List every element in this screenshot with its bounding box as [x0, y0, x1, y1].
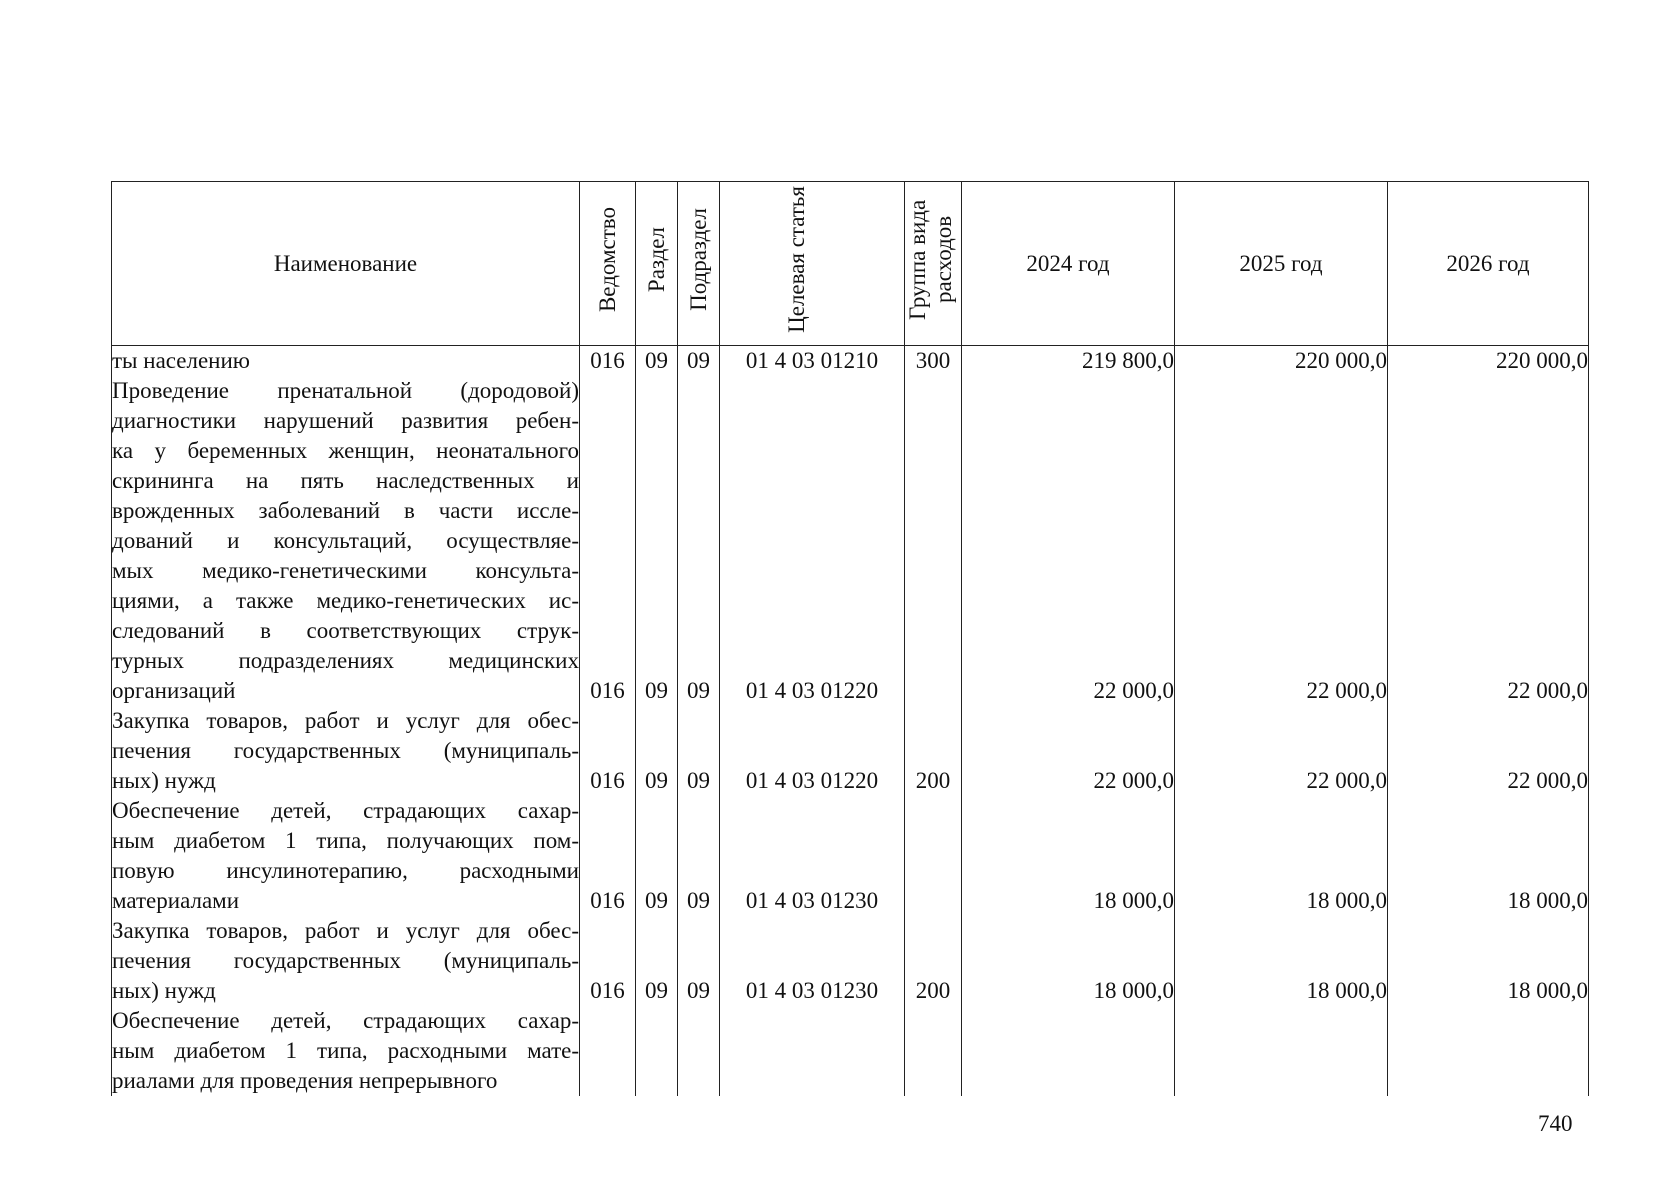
cell-section: 09 [636, 796, 678, 916]
name-line: ты населению [112, 348, 250, 373]
row-name [112, 796, 580, 916]
name-line: организаций [112, 678, 236, 703]
name-line: печения государственных (муниципаль- [112, 738, 579, 763]
name-line: ка у беременных женщин, неонатального [112, 438, 579, 463]
cell-dept: 016 [580, 706, 636, 796]
name-line: ных) нужд [112, 978, 216, 1003]
cell-y2026: 18 000,0 [1388, 916, 1589, 1006]
row-name [112, 706, 580, 796]
name-line: Обеспечение детей, страдающих сахар- [112, 1008, 579, 1033]
name-line: Обеспечение детей, страдающих сахар- [112, 798, 579, 823]
table-row [112, 346, 1589, 377]
row-name [112, 916, 580, 1006]
cell-subsection: 09 [678, 706, 720, 796]
table-body [112, 346, 1589, 1097]
header-2026: 2026 год [1388, 182, 1589, 346]
cell-y2025: 22 000,0 [1175, 376, 1388, 706]
cell-dept: 016 [580, 376, 636, 706]
cell-target: 01 4 03 01230 [720, 916, 905, 1006]
name-line: следований в соответствующих струк- [112, 618, 579, 643]
table-row [112, 916, 1589, 1006]
header-dept: Ведомство [580, 182, 636, 346]
cell-section: 09 [636, 346, 678, 377]
header-subsection: Подраздел [678, 182, 720, 346]
cell-y2024: 219 800,0 [962, 346, 1175, 377]
header-name: Наименование [112, 182, 580, 346]
name-line: печения государственных (муниципаль- [112, 948, 579, 973]
name-line: Закупка товаров, работ и услуг для обес- [112, 918, 579, 943]
name-line: дований и консультаций, осуществляе- [112, 528, 579, 553]
header-group: Группа вида расходов [905, 182, 962, 346]
cell-group: 200 [905, 706, 962, 796]
name-line: диагностики нарушений развития ребен- [112, 408, 579, 433]
cell-y2025: 18 000,0 [1175, 796, 1388, 916]
table-row [112, 796, 1589, 916]
table-row [112, 1006, 1589, 1096]
table-header-row [112, 182, 1589, 346]
cell-section: 09 [636, 706, 678, 796]
cell-group [905, 376, 962, 706]
name-line: врожденных заболеваний в части иссле- [112, 498, 579, 523]
name-line: ных) нужд [112, 768, 216, 793]
row-name [112, 376, 580, 706]
cell-dept [580, 1006, 636, 1096]
name-line: Закупка товаров, работ и услуг для обес- [112, 708, 579, 733]
cell-target: 01 4 03 01210 [720, 346, 905, 377]
cell-target: 01 4 03 01220 [720, 706, 905, 796]
cell-dept: 016 [580, 916, 636, 1006]
cell-y2026 [1388, 1006, 1589, 1096]
name-line: ным диабетом 1 типа, получающих пом- [112, 828, 579, 853]
header-2025: 2025 год [1175, 182, 1388, 346]
name-line: ным диабетом 1 типа, расходными мате- [112, 1038, 579, 1063]
cell-y2026: 22 000,0 [1388, 376, 1589, 706]
cell-y2025: 18 000,0 [1175, 916, 1388, 1006]
cell-y2024: 22 000,0 [962, 706, 1175, 796]
cell-y2026: 22 000,0 [1388, 706, 1589, 796]
header-2024: 2024 год [962, 182, 1175, 346]
cell-section: 09 [636, 376, 678, 706]
name-line: скрининга на пять наследственных и [112, 468, 579, 493]
budget-table [111, 181, 1589, 1096]
row-name [112, 1006, 580, 1096]
name-line: риалами для проведения непрерывного [112, 1068, 498, 1093]
name-line: повую инсулинотерапию, расходными [112, 858, 579, 883]
cell-subsection: 09 [678, 916, 720, 1006]
name-line: материалами [112, 888, 240, 913]
name-line: Проведение пренатальной (дородовой) [112, 378, 579, 403]
name-line: турных подразделениях медицинских [112, 648, 579, 673]
cell-subsection: 09 [678, 376, 720, 706]
cell-subsection [678, 1006, 720, 1096]
cell-y2024: 18 000,0 [962, 916, 1175, 1006]
page-number: 740 [1538, 1111, 1573, 1136]
cell-y2024: 22 000,0 [962, 376, 1175, 706]
cell-y2026: 18 000,0 [1388, 796, 1589, 916]
cell-subsection: 09 [678, 796, 720, 916]
header-section: Раздел [636, 182, 678, 346]
table-row [112, 706, 1589, 796]
cell-y2025: 220 000,0 [1175, 346, 1388, 377]
header-target: Целевая статья [720, 182, 905, 346]
cell-group: 200 [905, 916, 962, 1006]
cell-y2025 [1175, 1006, 1388, 1096]
cell-y2025: 22 000,0 [1175, 706, 1388, 796]
name-line: циями, а также медико-генетических ис- [112, 588, 579, 613]
row-name [112, 346, 580, 377]
cell-group [905, 1006, 962, 1096]
cell-dept: 016 [580, 346, 636, 377]
cell-target: 01 4 03 01230 [720, 796, 905, 916]
cell-y2024 [962, 1006, 1175, 1096]
cell-section [636, 1006, 678, 1096]
cell-dept: 016 [580, 796, 636, 916]
cell-section: 09 [636, 916, 678, 1006]
cell-target: 01 4 03 01220 [720, 376, 905, 706]
cell-group: 300 [905, 346, 962, 377]
cell-subsection: 09 [678, 346, 720, 377]
table-row [112, 376, 1589, 706]
cell-y2024: 18 000,0 [962, 796, 1175, 916]
cell-y2026: 220 000,0 [1388, 346, 1589, 377]
cell-target [720, 1006, 905, 1096]
cell-group [905, 796, 962, 916]
name-line: мых медико-генетическими консульта- [112, 558, 579, 583]
